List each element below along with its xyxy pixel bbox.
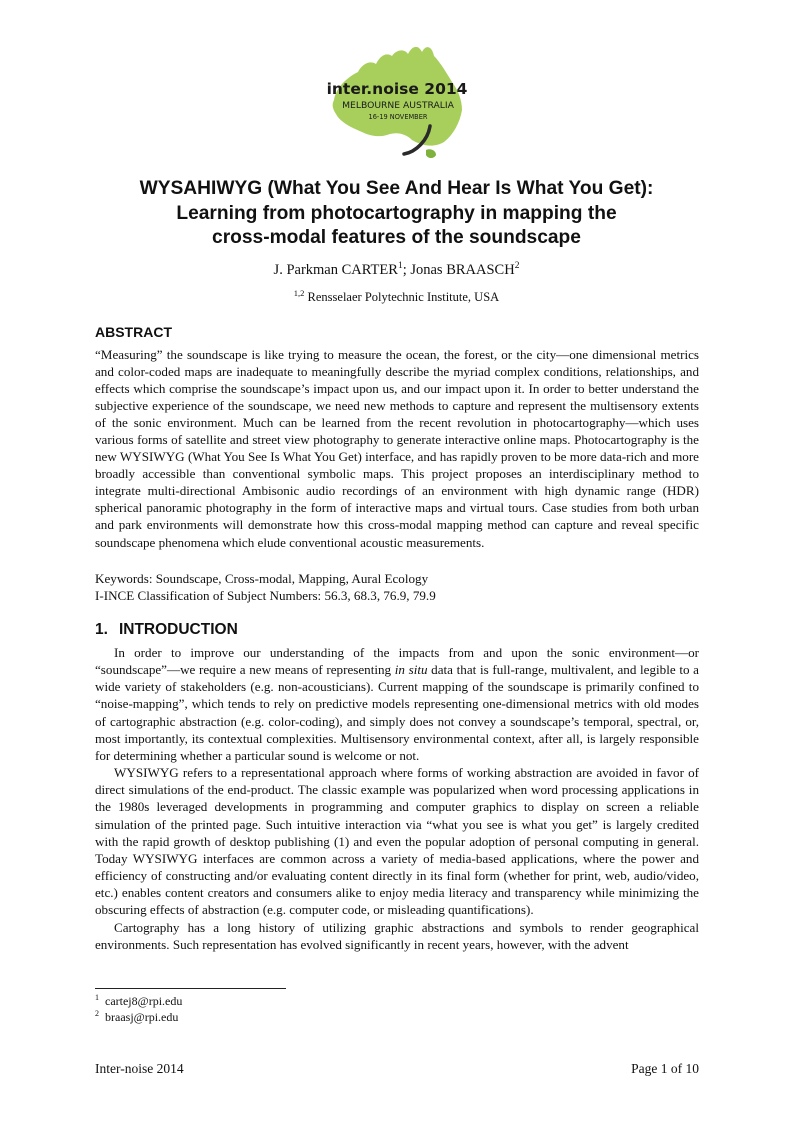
- title-line-1: WYSAHIWYG (What You See And Hear Is What You Get):: [139, 178, 654, 199]
- conference-logo: [326, 42, 468, 164]
- section-title: INTRODUCTION: [118, 621, 238, 638]
- title-line-2: Learning from photocartography in mapping the: [176, 202, 617, 224]
- paragraph-3: Cartography has a long history of utilizing graphic abstractions and symbols to render geographical environments. Such representation has evolved significantly in recent years, however, with the advent: [95, 919, 699, 952]
- classification-line: I-INCE Classification of Subject Numbers: 56.3, 68.3, 76.9, 79.9: [95, 588, 436, 604]
- footer-page-number: Page 1 of 10: [631, 1061, 699, 1076]
- logo-name: inter.noise 2014: [326, 80, 468, 98]
- footnotes: [95, 993, 182, 1025]
- author-2-mark: 2: [514, 261, 520, 271]
- keywords-block: [95, 570, 699, 604]
- logo-dates: 16-19 NOVEMBER: [368, 113, 428, 121]
- footnote-2: [95, 1009, 182, 1025]
- paragraph-1-italic: in situ: [394, 662, 428, 678]
- paragraph-1-part-a: In order to improve our understanding of the impacts from and upon the sonic environment—or “soundscape”—we require a new means of representing: [95, 645, 699, 678]
- author-separator: ;: [402, 262, 411, 278]
- abstract-text: “Measuring” the soundscape is like trying to measure the ocean, the forest, or the city—one dimensional metrics and color-coded maps are inadequate to meaningfully describe the myriad complex conditions, relationships, and effects which comprise the soundscape’s impact upon us, and our impact upon it. In order to better understand the subjective experience of the soundscape, we need new methods to capture and represent the multisensory extents of the sonic environment. Much can be learned from the recent revolution in photocartography—which uses various forms of satellite and street view photography to generate interactive online maps. Photocartography is the new WYSIWYG (What You See Is What You Get) interface, and has rapidly proven to be more data-rich and more broadly accessible than conventional symbolic maps. This project proposes an interdisciplinary method to integrate multi-directional Ambisonic audio recordings of an environment with high dynamic range (HDR) spherical panoramic photography in the form of interactive maps and virtual tours. Case studies from both urban and park environments will demonstrate how this cross-modal mapping method can capture and reveal specific soundscape phenomena which elude conventional acoustic measurements.: [95, 347, 699, 550]
- author-list: [96, 261, 697, 279]
- affiliation-text: Rensselaer Polytechnic Institute, USA: [307, 290, 500, 304]
- author-2: Jonas BRAASCH: [410, 262, 515, 278]
- author-1: J. Parkman CARTER: [273, 262, 398, 278]
- affiliation-mark: 1,2: [293, 288, 305, 298]
- paragraph-1: [95, 644, 699, 764]
- footer-conference: Inter-noise 2014: [95, 1061, 184, 1076]
- section-number: 1.: [95, 621, 108, 638]
- footnote-1-mark: 1: [95, 993, 99, 1002]
- paragraph-2: WYSIWYG refers to a representational approach where forms of working abstraction are avoided in favor of direct simulations of the end-product. The classic example was popularized when word processing applications in the 1980s leveraged developments in programming and computer graphics to display on screen a reliable simulation of the printed page. Such intuitive interaction via “what you see is what you get” is largely credited with the rapid growth of desktop publishing (1) and even the popular adoption of personal computing in general. Today WYSIWYG interfaces are common across a variety of media-based applications, where the power and efficiency of constructing and/or evaluating content directly in its final form (whether for print, web, audio/video, etc.) enables content creators and consumers alike to enjoy media literacy and transparency while minimizing the obscuring effects of abstraction (e.g. computer code, or misleading quantifications).: [95, 765, 699, 918]
- paragraph-1-part-b: data that is full-range, multivalent, and legible to a wide variety of stakeholders (e.g. non-acousticians). Current mapping of the soundscape is primarily confined to “noise-mapping”, which tends to rely on predictive models representing one-dimensional metrics with old modes of cartographic abstraction (e.g. color-coding), and simply does not convey a soundscape’s temporal, spectral, or, most importantly, its contextual complexities. Multisensory environmental context, after all, is largely responsible for determining whether a particular sound is welcome or not.: [95, 662, 699, 763]
- keywords-line: Keywords: Soundscape, Cross-modal, Mapping, Aural Ecology: [95, 571, 429, 586]
- footnote-2-mark: 2: [95, 1009, 99, 1018]
- title-line-3: cross-modal features of the soundscape: [212, 227, 581, 248]
- footnote-1: [95, 993, 182, 1009]
- footnote-2-email: braasj@rpi.edu: [105, 1010, 179, 1024]
- abstract-heading: ABSTRACT: [95, 324, 172, 340]
- section-body: [95, 644, 699, 953]
- paper-title: [96, 177, 697, 251]
- footnote-rule: [95, 988, 286, 989]
- author-1-mark: 1: [397, 261, 403, 271]
- section-heading-introduction: [95, 620, 238, 640]
- logo-location: MELBOURNE AUSTRALIA: [342, 100, 454, 111]
- footnote-1-email: cartej8@rpi.edu: [105, 994, 183, 1008]
- tasmania-shape: [426, 149, 436, 158]
- affiliation: [96, 289, 697, 305]
